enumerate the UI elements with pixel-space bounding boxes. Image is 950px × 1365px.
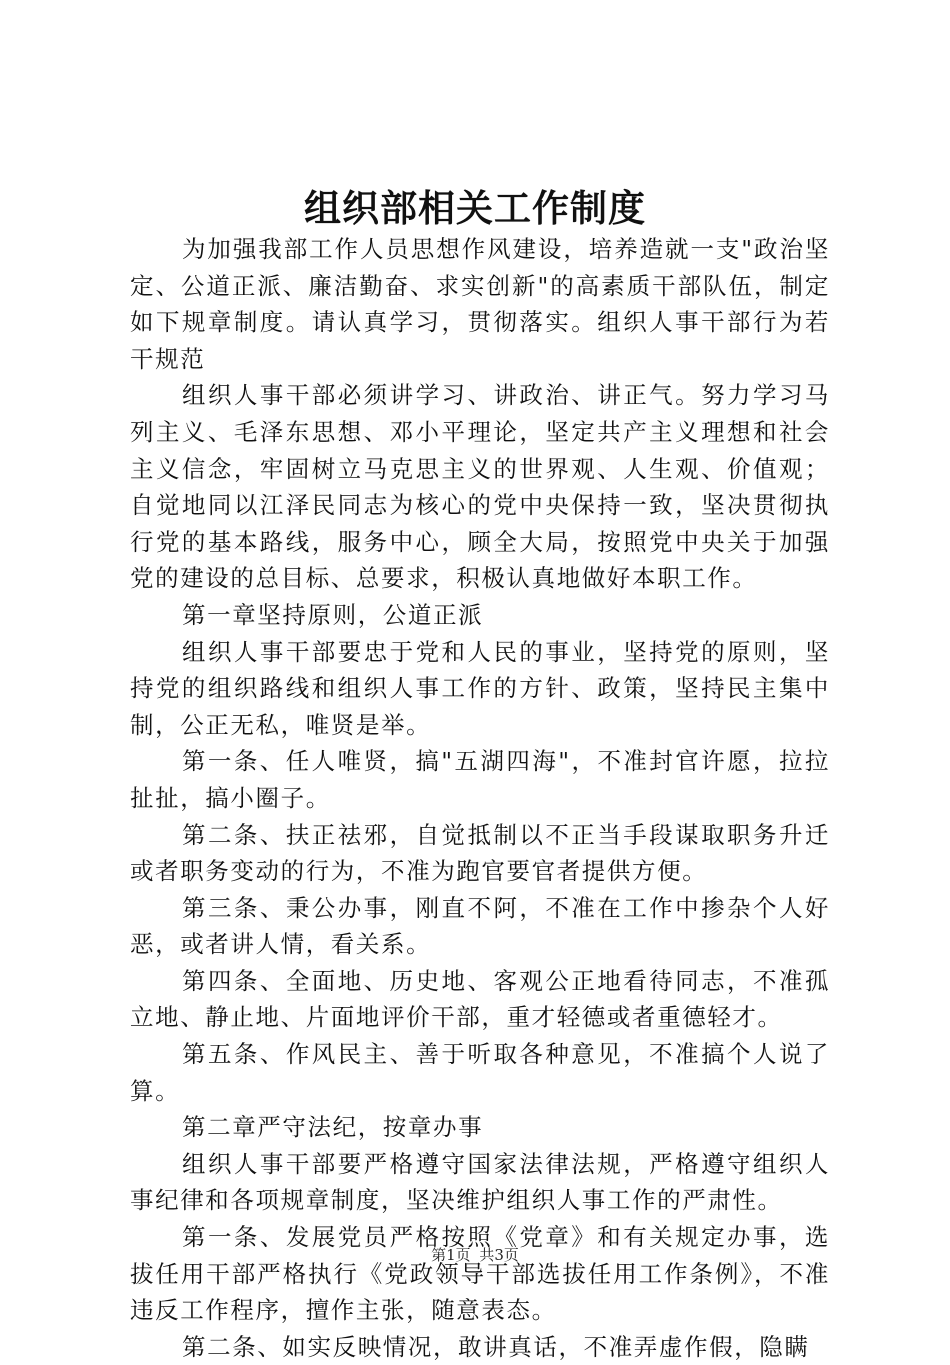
paragraph: 组织人事干部要严格遵守国家法律法规，严格遵守组织人事纪律和各项规章制度，坚决维护组织人事工作的严肃性。	[130, 1149, 830, 1215]
chapter-heading: 第一章坚持原则，公道正派	[182, 600, 484, 629]
paragraph: 为加强我部工作人员思想作风建设，培养造就一支"政治坚定、公道正派、廉洁勤奋、求实创新"的高素质干部队伍，制定如下规章制度。请认真学习，贯彻落实。组织人事干部行为若干规范	[130, 235, 830, 373]
article-item: 第一条、任人唯贤，搞"五湖四海"，不准封官许愿，拉拉扯扯，搞小圈子。	[130, 747, 830, 812]
page-number: 第1页	[431, 1246, 471, 1264]
article-item: 第四条、全面地、历史地、客观公正地看待同志，不准孤立地、静止地、片面地评价干部，重才轻德或者重德轻才。	[130, 966, 830, 1032]
document-title: 组织部相关工作制度	[304, 186, 646, 230]
paragraph: 组织人事干部要忠于党和人民的事业，坚持党的原则，坚持党的组织路线和组织人事工作的方针、政策，坚持民主集中制，公正无私，唯贤是举。	[130, 637, 830, 739]
article-item: 第三条、秉公办事，刚直不阿，不准在工作中掺杂个人好恶，或者讲人情，看关系。	[130, 893, 830, 959]
page-total: 共3页	[479, 1246, 519, 1264]
page-footer	[0, 1244, 950, 1266]
paragraph: 组织人事干部必须讲学习、讲政治、讲正气。努力学习马列主义、毛泽东思想、邓小平理论，坚定共产主义理想和社会主义信念，牢固树立马克思主义的世界观、人生观、价值观；自觉地同以江泽民同志为核心的党中央保持一致，坚决贯彻执行党的基本路线，服务中心，顾全大局，按照党中央关于加强党的建设的总目标、总要求，积极认真地做好本职工作。	[130, 381, 830, 593]
article-item: 第二条、如实反映情况，敢讲真话，不准弄虚作假，隐瞒	[182, 1332, 810, 1361]
article-item: 第五条、作风民主、善于听取各种意见，不准搞个人说了算。	[130, 1040, 830, 1105]
article-item: 第二条、扶正祛邪，自觉抵制以不正当手段谋取职务升迁或者职务变动的行为，不准为跑官要官者提供方便。	[130, 820, 830, 886]
document-body	[130, 231, 830, 1365]
article-item: 第一条、发展党员严格按照《党章》和有关规定办事，选拔任用干部严格执行《党政领导干部选拔任用工作条例》，不准违反工作程序，擅作主张，随意表态。	[130, 1223, 830, 1325]
chapter-heading: 第二章严守法纪，按章办事	[182, 1113, 484, 1142]
